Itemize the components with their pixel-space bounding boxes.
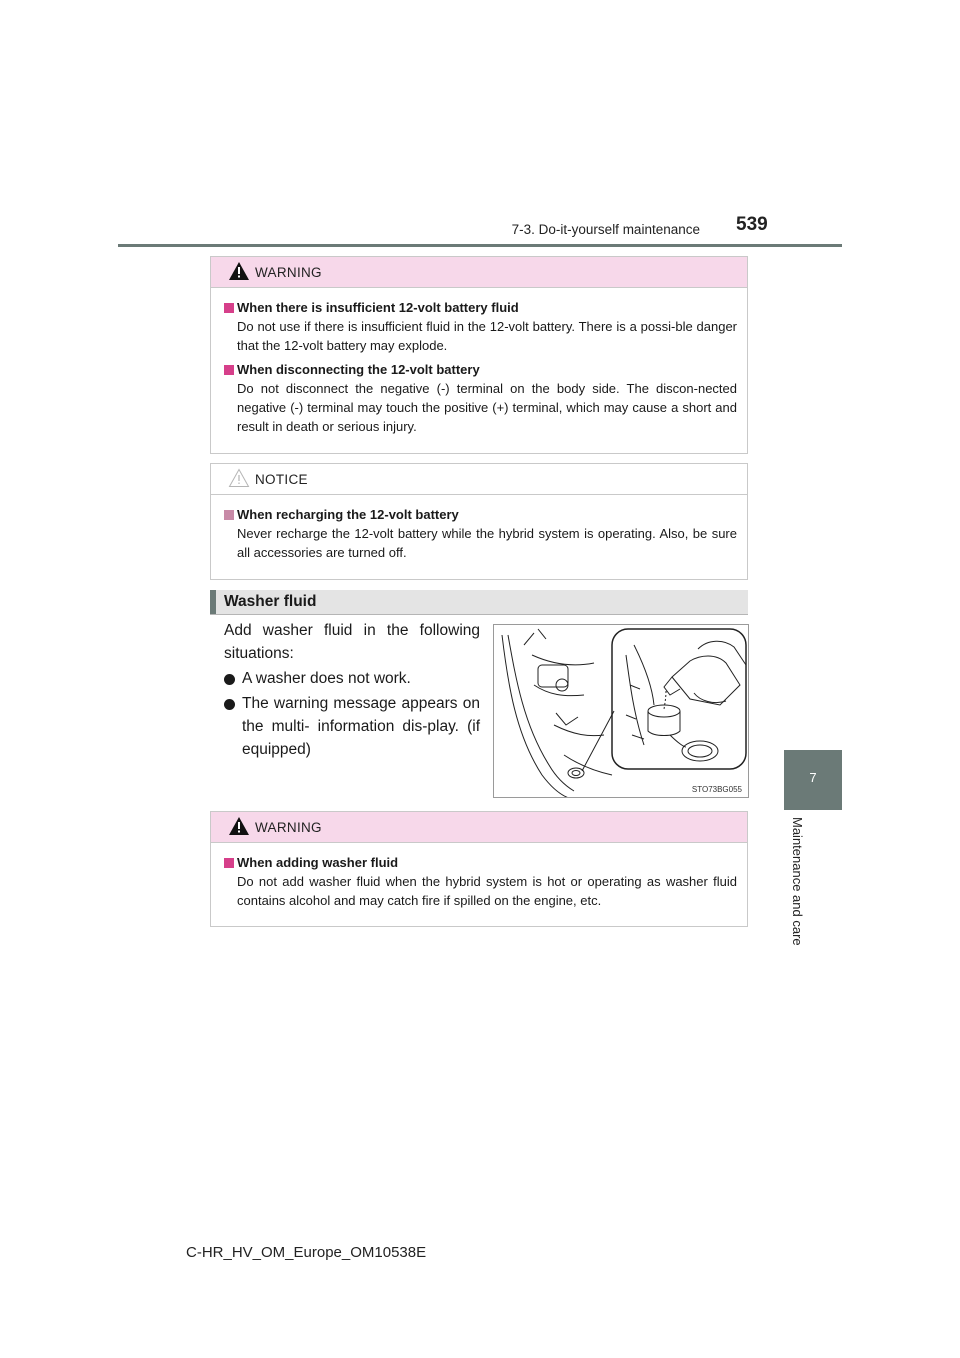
section-title: 7-3. Do-it-yourself maintenance: [511, 222, 700, 237]
page-number: 539: [736, 214, 768, 235]
item-heading-text: When adding washer fluid: [237, 855, 399, 870]
bullet-square-icon: [224, 303, 234, 313]
bullet-dot-icon: [224, 699, 235, 710]
item-heading-text: When there is insufficient 12-volt battery fluid: [237, 300, 519, 315]
notice-item-text: Never recharge the 12-volt battery while the hybrid system is operating. Also, be sure all accessories are turned off.: [237, 526, 737, 560]
bullet-square-icon: [224, 858, 234, 868]
notice-header: [211, 464, 747, 495]
warning-box-battery: [210, 256, 748, 454]
bullet-square-icon: [224, 365, 234, 375]
warning-item-heading: [221, 299, 737, 317]
notice-item-heading: [221, 506, 737, 524]
warning-triangle-icon: [228, 261, 250, 281]
warning-title: WARNING: [255, 265, 322, 280]
warning-item-heading: [221, 361, 737, 379]
notice-title: NOTICE: [255, 472, 308, 487]
warning-body: [211, 843, 747, 910]
warning-header: [211, 812, 747, 843]
bullet-square-icon: [224, 510, 234, 520]
warning-header: [211, 257, 747, 288]
warning-body: [211, 288, 747, 436]
warning-item-text: Do not use if there is insufficient fluid in the 12-volt battery. There is a possi-ble danger that the 12-volt battery may explode.: [237, 319, 737, 353]
notice-body: [211, 495, 747, 562]
figure-code: STO73BG055: [691, 785, 742, 794]
heading-accent-bar: [210, 590, 216, 614]
washer-fluid-illustration: [493, 624, 749, 798]
warning-title: WARNING: [255, 820, 322, 835]
item-heading-text: When recharging the 12-volt battery: [237, 507, 459, 522]
chapter-label-text: Maintenance and care: [790, 817, 805, 946]
chapter-tab: [784, 750, 842, 810]
warning-item-heading: [221, 854, 737, 872]
document-code: C-HR_HV_OM_Europe_OM10538E: [186, 1244, 427, 1261]
washer-bullet: [224, 692, 480, 761]
washer-intro: Add washer fluid in the following situations:: [224, 622, 480, 662]
warning-item-text: Do not disconnect the negative (-) terminal on the body side. The discon-nected negative (-) terminal may touch the positive (+) terminal, which may cause a short and result in death or serious injury.: [237, 381, 737, 434]
bullet-text: The warning message appears on the multi- information dis-play. (if equipped): [242, 695, 480, 758]
bullet-text: A washer does not work.: [242, 670, 411, 687]
bullet-dot-icon: [224, 674, 235, 685]
notice-box-recharging: [210, 463, 748, 580]
chapter-number: 7: [809, 770, 817, 785]
notice-triangle-icon: [228, 468, 250, 488]
warning-triangle-icon: [228, 816, 250, 836]
engine-bay-drawing: [494, 625, 749, 798]
item-heading-text: When disconnecting the 12-volt battery: [237, 362, 480, 377]
washer-bullet: [224, 667, 480, 690]
warning-item-text: Do not add washer fluid when the hybrid system is hot or operating as washer fluid contains alcohol and may catch fire if spilled on the engine, etc.: [237, 874, 737, 908]
warning-box-washer: [210, 811, 748, 927]
washer-heading-text: Washer fluid: [224, 593, 317, 610]
washer-body-text: [224, 619, 480, 761]
washer-section-heading: [210, 590, 748, 615]
chapter-label: [790, 817, 810, 967]
header-rule: [118, 244, 842, 247]
